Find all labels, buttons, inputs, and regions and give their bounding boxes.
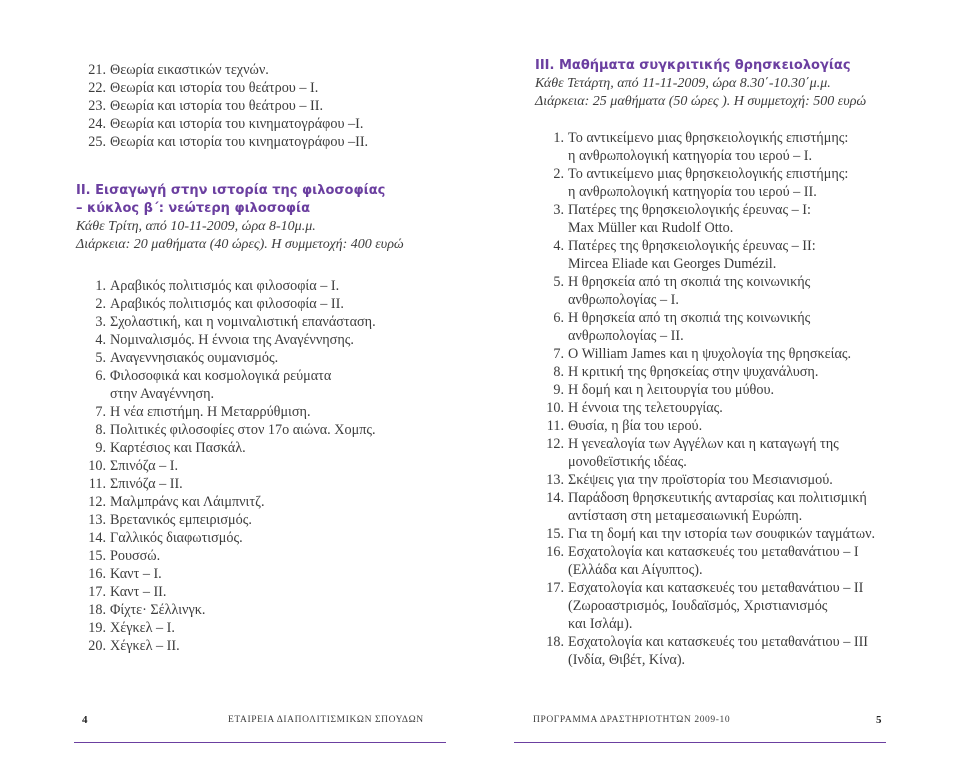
section-duration: Διάρκεια: 25 μαθήματα (50 ώρες ). Η συμμετοχή: 500 ευρώ <box>535 94 867 109</box>
list-item: 11. Θυσία, η βία του ιερού. <box>546 418 703 434</box>
list-item: 3. Σχολαστική, και η νομιναλιστική επανάσταση. <box>95 314 376 330</box>
section-iii-header <box>535 57 866 111</box>
list-item: 24. Θεωρία και ιστορία του κινηματογράφου –Ι. <box>88 116 364 132</box>
list-item: 12. Μαλμπράνς και Λάιμπνιτζ. <box>88 494 265 510</box>
section-title: ΙΙ. Εισαγωγή στην ιστορία της φιλοσοφίας <box>76 183 386 198</box>
list-item: 18. Φίχτε· Σέλλινγκ. <box>88 602 206 618</box>
list-item: 17. Καντ – ΙΙ. <box>88 584 167 600</box>
list-item: 7. Η νέα επιστήμη. Η Μεταρρύθμιση. <box>95 404 311 420</box>
list-item: 6. Η θρησκεία από τη σκοπιά της κοινωνικής ανθρωπολογίας – ΙΙ. <box>553 310 811 344</box>
section-schedule: Κάθε Τρίτη, από 10-11-2009, ώρα 8-10μ.μ. <box>76 219 316 234</box>
section-duration: Διάρκεια: 20 μαθήματα (40 ώρες). Η συμμετοχή: 400 ευρώ <box>76 237 404 252</box>
list-item: 7. Ο William James και η ψυχολογία της θρησκείας. <box>553 346 852 362</box>
list-item: 2. Το αντικείμενο μιας θρησκειολογικής επιστήμης: η ανθρωπολογική κατηγορία του ιερού – ΙΙ. <box>553 166 849 200</box>
list-item: 13. Σκέψεις για την προϊστορία του Μεσιανισμού. <box>546 472 833 488</box>
list-item: 1. Το αντικείμενο μιας θρησκειολογικής επιστήμης: η ανθρωπολογική κατηγορία του ιερού – Ι. <box>553 130 849 164</box>
list-item: 17. Εσχατολογία και κατασκευές του μεταθανάτιου – ΙΙ (Ζωροαστρισμός, Ιουδαϊσμός, Χριστιανισμός και Ισλάμ). <box>546 580 864 632</box>
list-item: 10. Η έννοια της τελετουργίας. <box>546 400 723 416</box>
list-item: 19. Χέγκελ – Ι. <box>88 620 175 636</box>
list-item: 22. Θεωρία και ιστορία του θεάτρου – Ι. <box>88 80 319 96</box>
list-item: 8. Πολιτικές φιλοσοφίες στον 17ο αιώνα. Χομπς. <box>95 422 376 438</box>
section-subtitle: – κύκλος β΄: νεώτερη φιλοσοφία <box>76 201 311 216</box>
list-item: 14. Παράδοση θρησκευτικής ανταρσίας και πολιτισμική αντίσταση στη μεταμεσαιωνική Ευρώπη. <box>546 490 867 524</box>
list-item: 15. Για τη δομή και την ιστορία των σουφικών ταγμάτων. <box>546 526 876 542</box>
right-page <box>480 0 960 759</box>
list-item: 2. Αραβικός πολιτισμός και φιλοσοφία – ΙΙ. <box>95 296 344 312</box>
list-item: 8. Η κριτική της θρησκείας στην ψυχανάλυση. <box>553 364 819 380</box>
list-item: 11. Σπινόζα – ΙΙ. <box>88 476 183 492</box>
list-item: 16. Εσχατολογία και κατασκευές του μεταθανάτιου – Ι (Ελλάδα και Αίγυπτος). <box>546 544 859 578</box>
list-item: 20. Χέγκελ – ΙΙ. <box>88 638 180 654</box>
list-item: 9. Η δομή και η λειτουργία του μύθου. <box>553 382 775 398</box>
left-top-list <box>80 61 368 151</box>
list-item: 14. Γαλλικός διαφωτισμός. <box>88 530 243 546</box>
list-item: 6. Φιλοσοφικά και κοσμολογικά ρεύματα στην Αναγέννηση. <box>95 368 332 402</box>
list-item: 13. Βρετανικός εμπειρισμός. <box>88 512 252 528</box>
footer-rule <box>514 742 886 743</box>
list-item: 23. Θεωρία και ιστορία του θεάτρου – ΙΙ. <box>88 98 324 114</box>
list-item: 5. Αναγεννησιακός ουμανισμός. <box>95 350 279 366</box>
list-item: 12. Η γενεαλογία των Αγγέλων και η καταγωγή της μονοθεϊστικής ιδέας. <box>546 436 839 470</box>
list-item: 18. Εσχατολογία και κατασκευές του μεταθανάτιου – ΙΙΙ (Ινδία, Θιβέτ, Κίνα). <box>546 634 869 668</box>
section-title: ΙΙΙ. Μαθήματα συγκριτικής θρησκειολογίας <box>535 58 851 73</box>
section-ii-header <box>76 182 404 254</box>
list-item: 9. Καρτέσιος και Πασκάλ. <box>95 440 246 456</box>
list-item: 5. Η θρησκεία από τη σκοπιά της κοινωνικής ανθρωπολογίας – Ι. <box>553 274 811 308</box>
right-course-list <box>538 129 875 669</box>
list-item: 10. Σπινόζα – Ι. <box>88 458 178 474</box>
list-item: 1. Αραβικός πολιτισμός και φιλοσοφία – Ι. <box>95 278 340 294</box>
list-item: 4. Πατέρες της θρησκειολογικής έρευνας – ΙΙ: Mircea Eliade και Georges Dumézil. <box>553 238 816 272</box>
page-number: 5 <box>876 714 882 726</box>
list-item: 15. Ρουσσώ. <box>88 548 161 564</box>
list-item: 4. Νομιναλισμός. Η έννοια της Αναγέννησης. <box>95 332 354 348</box>
section-schedule: Κάθε Τετάρτη, από 11-11-2009, ώρα 8.30΄-10.30΄μ.μ. <box>535 76 831 91</box>
list-item: 3. Πατέρες της θρησκειολογικής έρευνας – Ι: Max Müller και Rudolf Otto. <box>553 202 811 236</box>
left-course-list <box>80 277 376 655</box>
page-footer: ΕΤΑΙΡΕΙΑ ΔΙΑΠΟΛΙΤΙΣΜΙΚΩΝ ΣΠΟΥΔΩΝ <box>228 715 424 725</box>
footer-rule <box>74 742 446 743</box>
list-item: 16. Καντ – Ι. <box>88 566 162 582</box>
page-number: 4 <box>82 714 88 726</box>
list-item: 21. Θεωρία εικαστικών τεχνών. <box>88 62 269 78</box>
list-item: 25. Θεωρία και ιστορία του κινηματογράφου –ΙΙ. <box>88 134 369 150</box>
page-footer: ΠΡΟΓΡΑΜΜΑ ΔΡΑΣΤΗΡΙΟΤΗΤΩΝ 2009-10 <box>533 715 731 725</box>
